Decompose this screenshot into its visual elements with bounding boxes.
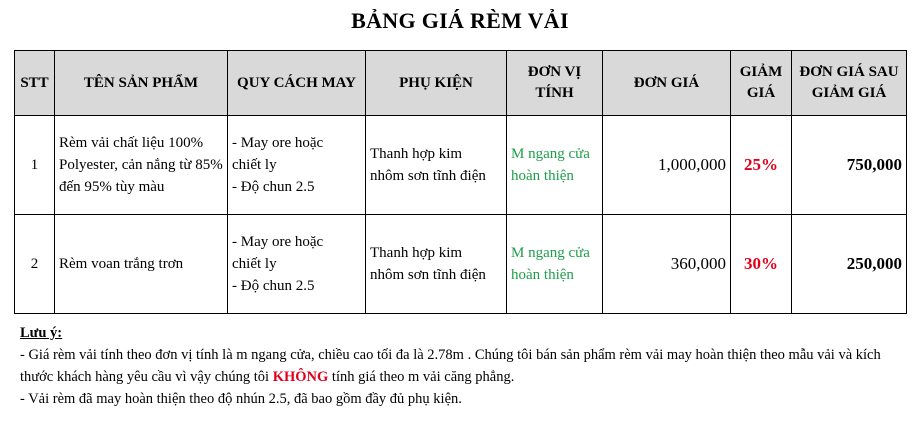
- table-row: [15, 116, 907, 215]
- header-stt: STT: [15, 51, 55, 116]
- header-price: ĐƠN GIÁ: [603, 51, 731, 116]
- cell-price: 1,000,000: [603, 116, 731, 215]
- header-unit: ĐƠN VỊ TÍNH: [507, 51, 603, 116]
- header-final-price: ĐƠN GIÁ SAU GIẢM GIÁ: [792, 51, 907, 116]
- notes-heading: Lưu ý:: [20, 325, 63, 341]
- cell-discount: 25%: [731, 116, 792, 215]
- note-line-1-text: - Giá rèm vải tính theo đơn vị tính là m ngang cửa, chiều cao tối đa là 2.78m . Chúng tôi bán sản phẩm rèm vải may hoàn thiện theo mẫu vải và kích thước khách hàng yêu cầu vì vậy chúng tôi: [20, 347, 881, 385]
- cell-sewing-spec: - May ore hoặc chiết ly - Độ chun 2.5: [228, 116, 366, 215]
- note-line-2: - Vải rèm đã may hoàn thiện theo độ nhún 2.5, đã bao gồm đầy đủ phụ kiện.: [20, 391, 462, 407]
- header-discount: GIẢM GIÁ: [731, 51, 792, 116]
- cell-accessory: Thanh hợp kim nhôm sơn tĩnh điện: [366, 215, 507, 314]
- notes-section: [20, 322, 910, 410]
- note-highlight: KHÔNG: [272, 369, 329, 385]
- cell-unit: M ngang cửa hoàn thiện: [507, 116, 603, 215]
- header-accessory: PHỤ KIỆN: [366, 51, 507, 116]
- cell-final-price: 750,000: [792, 116, 907, 215]
- cell-price: 360,000: [603, 215, 731, 314]
- cell-stt: 1: [15, 116, 55, 215]
- cell-product-name: Rèm vải chất liệu 100% Polyester, cản nắng từ 85% đến 95% tùy màu: [55, 116, 228, 215]
- header-product-name: TÊN SẢN PHẨM: [55, 51, 228, 116]
- note-line-1: [20, 344, 910, 388]
- cell-accessory: Thanh hợp kim nhôm sơn tĩnh điện: [366, 116, 507, 215]
- page-title: BẢNG GIÁ RÈM VẢI: [351, 8, 569, 33]
- cell-stt: 2: [15, 215, 55, 314]
- header-sewing-spec: QUY CÁCH MAY: [228, 51, 366, 116]
- cell-sewing-spec: - May ore hoặc chiết ly - Độ chun 2.5: [228, 215, 366, 314]
- note-line-1-end: tính giá theo m vải căng phẳng.: [328, 369, 515, 385]
- table-row: [15, 215, 907, 314]
- table-header-row: [15, 51, 907, 116]
- cell-final-price: 250,000: [792, 215, 907, 314]
- price-table: [14, 50, 907, 314]
- cell-unit: M ngang cửa hoàn thiện: [507, 215, 603, 314]
- cell-discount: 30%: [731, 215, 792, 314]
- cell-product-name: Rèm voan trắng trơn: [55, 215, 228, 314]
